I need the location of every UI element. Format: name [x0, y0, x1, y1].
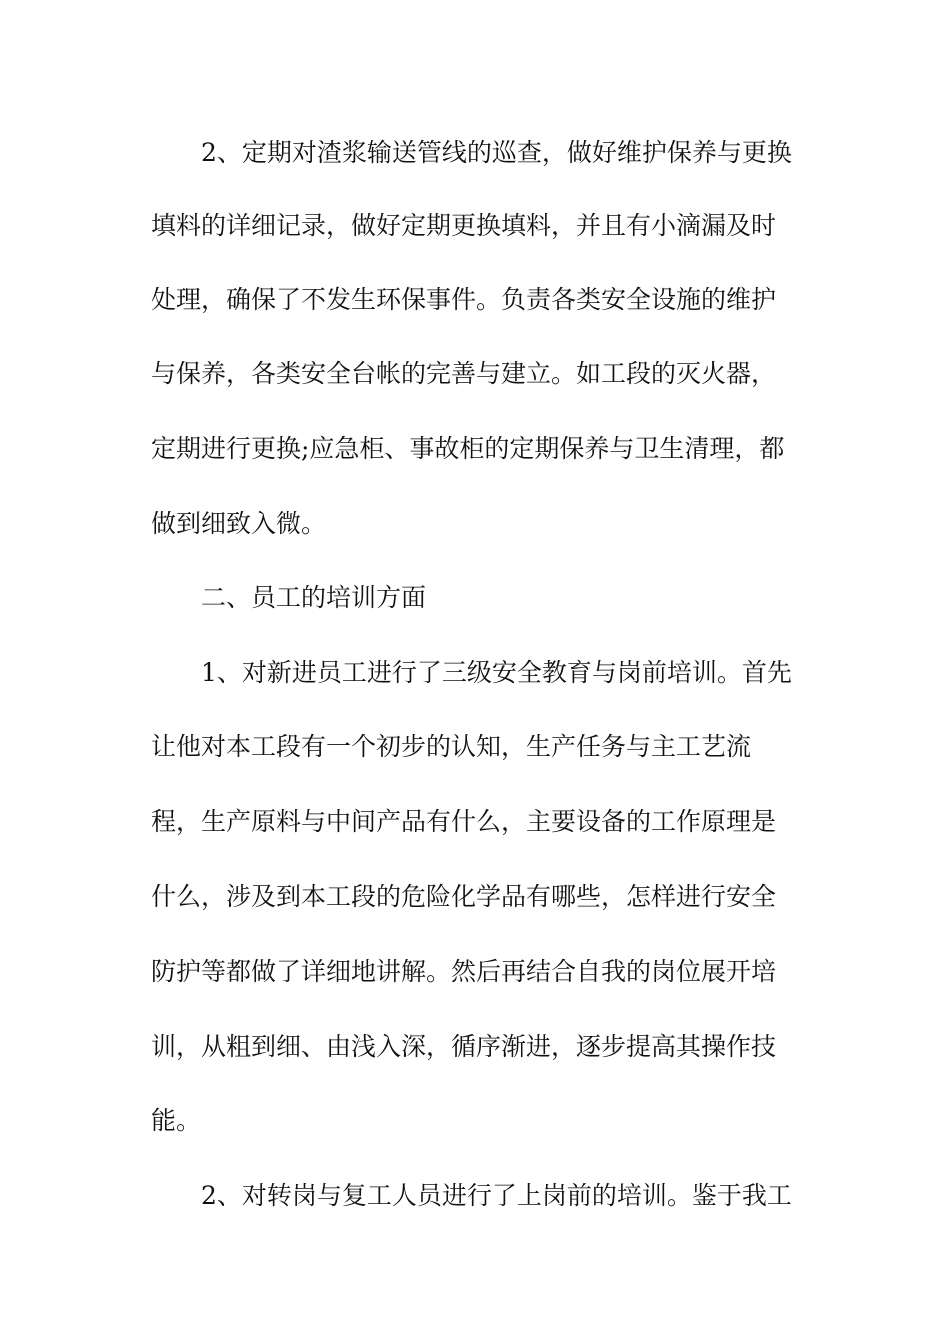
paragraph-line: 防护等都做了详细地讲解。然后再结合自我的岗位展开培: [151, 957, 777, 986]
paragraph-line: 能。: [151, 1106, 202, 1135]
section-heading: 二、员工的培训方面: [201, 583, 427, 612]
paragraph-line: 1、对新进员工进行了三级安全教育与岗前培训。首先: [201, 658, 792, 687]
paragraph-line: 2、对转岗与复工人员进行了上岗前的培训。鉴于我工: [201, 1181, 792, 1210]
paragraph-line: 定期进行更换;应急柜、事故柜的定期保养与卫生清理，都: [151, 434, 785, 463]
paragraph-line: 什么，涉及到本工段的危险化学品有哪些，怎样进行安全: [151, 882, 777, 911]
paragraph-line: 填料的详细记录，做好定期更换填料，并且有小滴漏及时: [151, 211, 777, 240]
paragraph-line: 让他对本工段有一个初步的认知，生产任务与主工艺流: [151, 732, 752, 761]
paragraph-line: 程，生产原料与中间产品有什么，主要设备的工作原理是: [151, 807, 777, 836]
paragraph-line: 做到细致入微。: [151, 509, 327, 538]
paragraph-line: 训，从粗到细、由浅入深，循序渐进，逐步提高其操作技: [151, 1032, 777, 1061]
paragraph-line: 与保养，各类安全台帐的完善与建立。如工段的灭火器，: [151, 359, 777, 388]
paragraph-line: 处理，确保了不发生环保事件。负责各类安全设施的维护: [151, 285, 777, 314]
paragraph-line: 2、定期对渣浆输送管线的巡查，做好维护保养与更换: [201, 138, 792, 167]
